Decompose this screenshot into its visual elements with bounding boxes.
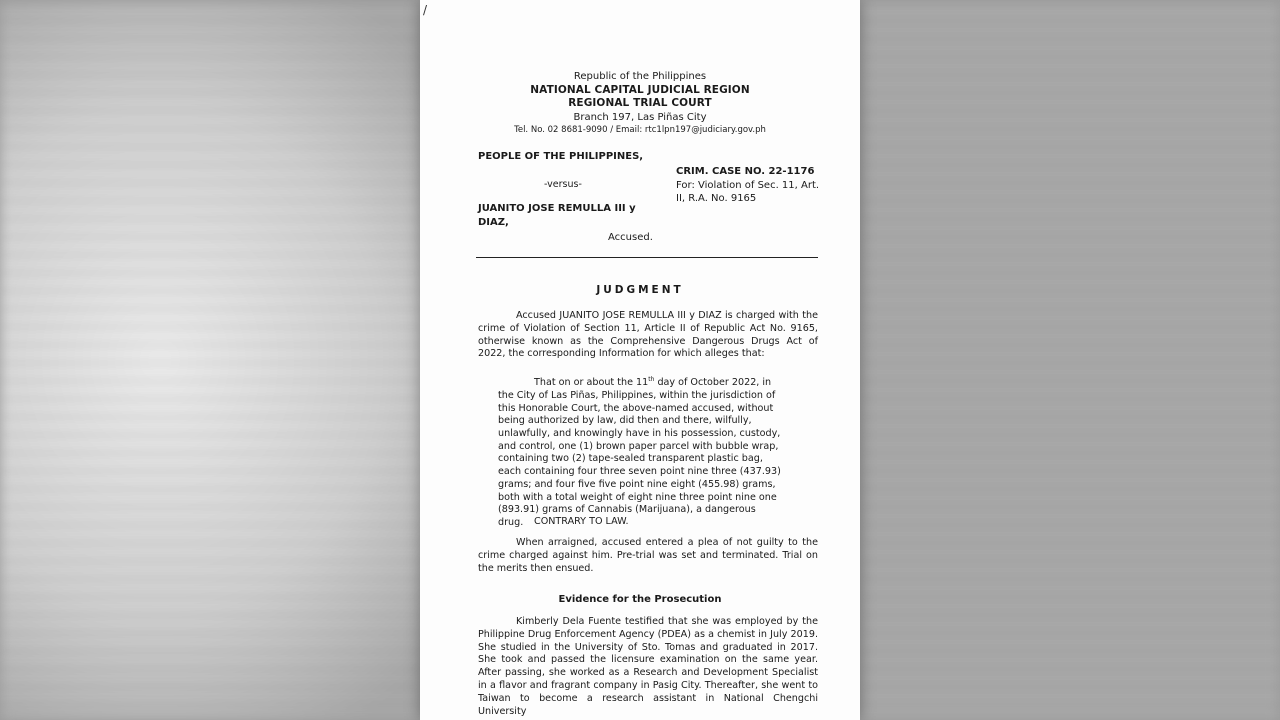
quote-start: That on or about the 11 (534, 377, 649, 389)
header-region: NATIONAL CAPITAL JUDICIAL REGION (530, 83, 750, 96)
caption-divider (476, 257, 818, 258)
information-quote-body (498, 374, 784, 530)
charge-paragraph: Accused JUANITO JOSE REMULLA III y DIAZ is charged with the crime of Violation of Section 11, Article II of Republic Act No. 9165, otherwise known as the Comprehensive Dangerous Drugs Act of 2022, the corresponding Information for which alleges that: (478, 310, 818, 360)
header-branch: Branch 197, Las Piñas City (573, 111, 707, 123)
section-heading: Evidence for the Prosecution (558, 594, 722, 605)
court-header (420, 70, 860, 138)
header-contact: Tel. No. 02 8681-9090 / Email: rtc1lpn197@judiciary.gov.ph (514, 125, 766, 135)
quote-superscript: th (648, 376, 655, 383)
header-republic: Republic of the Philippines (573, 71, 707, 82)
corner-mark: / (423, 3, 428, 17)
contrary-to-law: CONTRARY TO LAW. (534, 516, 629, 527)
header-court: REGIONAL TRIAL COURT (568, 97, 712, 109)
document-page (420, 0, 860, 720)
violation-line2: II, R.A. No. 9165 (676, 193, 757, 204)
blurred-background-left (0, 0, 420, 720)
accused-name-line1: JUANITO JOSE REMULLA III y (478, 203, 636, 214)
case-number: CRIM. CASE NO. 22-1176 (676, 166, 815, 177)
arraignment-paragraph: When arraigned, accused entered a plea of not guilty to the crime charged against him. Pre-trial was set and terminated. Trial on the merits then ensued. (478, 537, 818, 574)
accused-name-line2: DIAZ, (478, 217, 509, 228)
information-quote (498, 374, 784, 530)
testimony-paragraph: Kimberly Dela Fuente testified that she was employed by the Philippine Drug Enforcement Agency (PDEA) as a chemist in July 2019. She studied in the University of Sto. Tomas and graduated in 2017. She took and passed the licensure examination on the same year. After passing, she worked as a Research and Development Specialist in a flavor and fragrant company in Pasig City. Thereafter, she went to Taiwan to become a research assistant in National Chengchi University (478, 616, 818, 717)
versus-label: -versus- (544, 179, 582, 190)
blurred-background-right (860, 0, 1280, 720)
quote-rest: day of October 2022, in the City of Las Piñas, Philippines, within the jurisdiction of this Honorable Court, the above-named accused, without being authorized by law, did then and there, wilfully, unlawfully, and knowingly have in his possession, custody, and control, one (1) brown paper parcel with bubble wrap, containing two (2) tape-sealed transparent plastic bag, each containing four three seven point nine three (437.93) grams; and four five five point nine eight (455.98) grams, both with a total weight of eight nine three point nine one (893.91) grams of Cannabis (Marijuana), a dangerous drug. (498, 377, 781, 528)
violation-line1: For: Violation of Sec. 11, Art. (676, 180, 820, 191)
document-title: JUDGMENT (596, 284, 684, 296)
plaintiff-name: PEOPLE OF THE PHILIPPINES, (478, 151, 644, 162)
accused-label: Accused. (608, 232, 653, 243)
